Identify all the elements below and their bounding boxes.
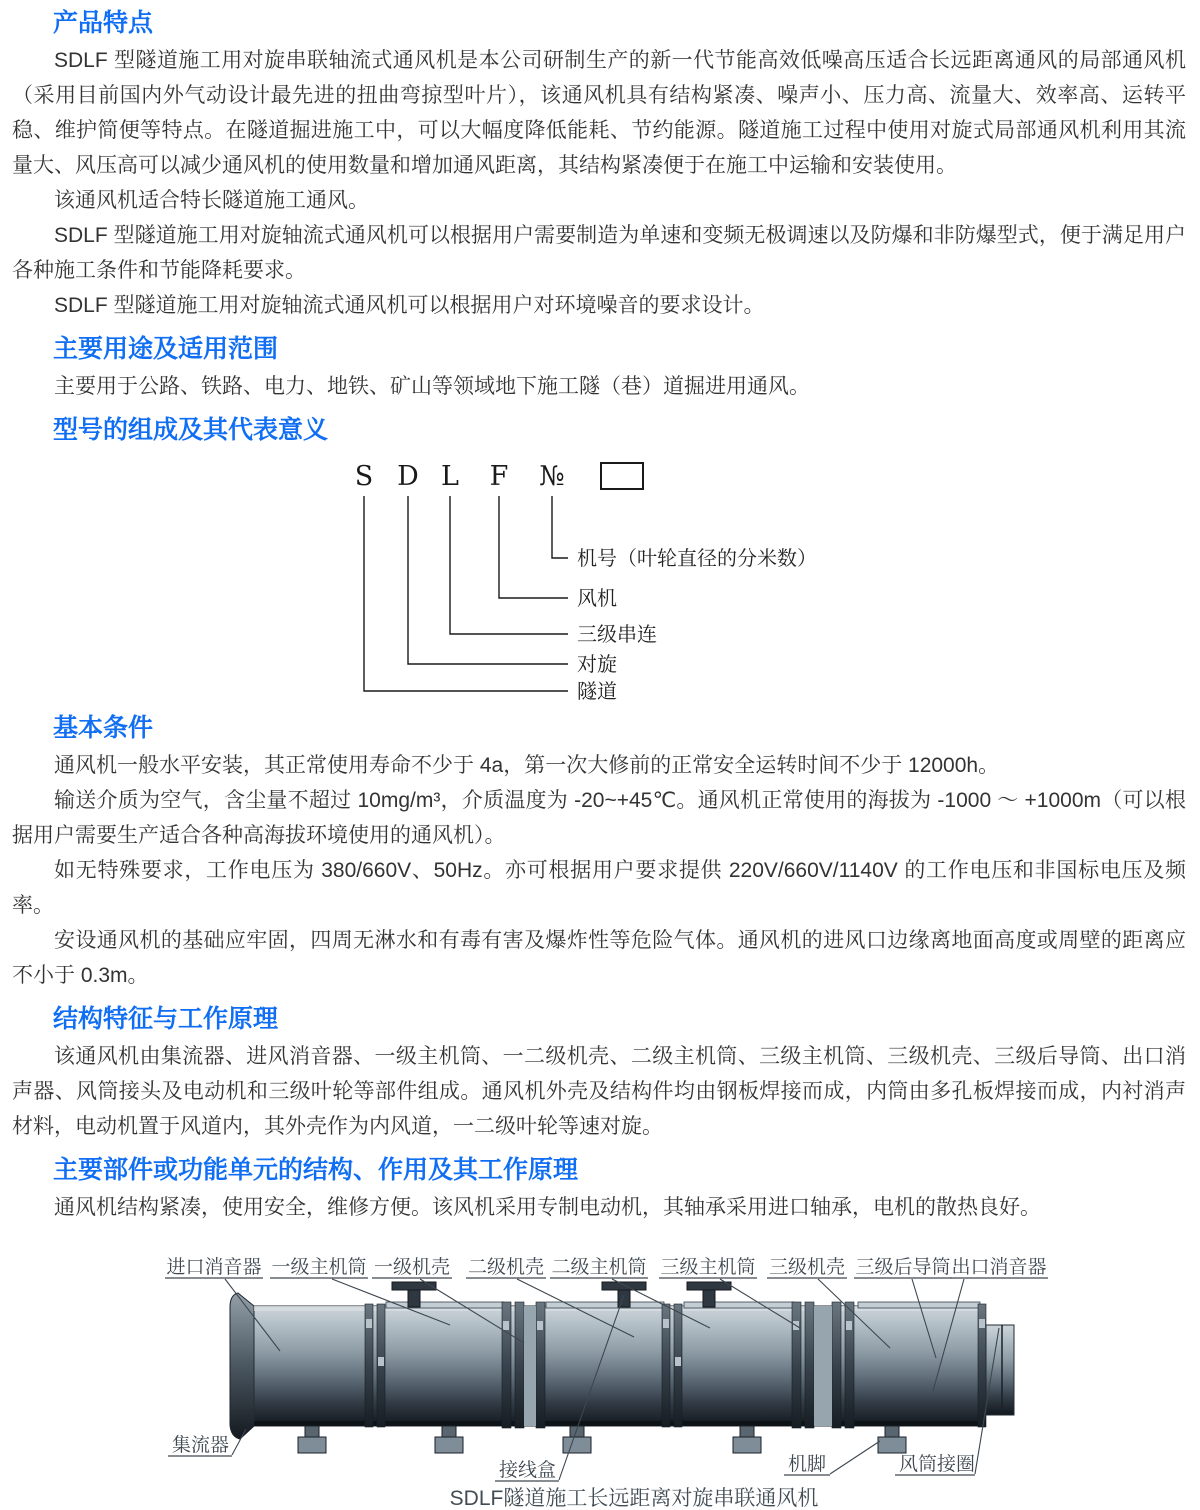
mounting-feet xyxy=(298,1426,906,1453)
model-size-box xyxy=(601,463,643,489)
label-stage1-casing: 一级机壳 xyxy=(373,1257,451,1278)
label-junction-box: 接线盒 xyxy=(499,1460,557,1481)
fan-body xyxy=(254,1306,980,1426)
section-title-parts: 主要部件或功能单元的结构、作用及其工作原理 xyxy=(53,1156,579,1184)
diagram-caption: SDLF隧道施工长远距离对旋串联通风机 xyxy=(449,1487,819,1510)
paragraph-structure-1: 该通风机由集流器、进风消音器、一级主机筒、一二级机壳、二级主机筒、三级主机筒、三级机壳、三级后导筒、出口消声器、风筒接头及电动机和三级叶轮等部件组成。通风机外壳及结构件均由钢板焊接而成，内筒由多孔板焊接而成，内衬消声材料，电动机置于风道内，其外壳作为内风道，一二级叶轮等速对旋。 xyxy=(12,1045,1186,1138)
paragraph-basics-3: 如无特殊要求，工作电压为 380/660V、50Hz。亦可根据用户要求提供 220V/660V/1140V 的工作电压和非国标电压及频率。 xyxy=(12,859,1186,917)
diagram-bottom-underlines xyxy=(168,1456,975,1481)
label-duct-collar: 风筒接圈 xyxy=(899,1454,976,1475)
model-label-three-stage: 三级串连 xyxy=(577,624,657,646)
label-inlet-silencer: 进口消音器 xyxy=(166,1257,262,1278)
fan-assembly-diagram xyxy=(12,1233,1200,1510)
paragraph-features-3: SDLF 型隧道施工用对旋轴流式通风机可以根据用户需要制造为单速和变频无极调速以及防爆和非防爆型式，便于满足用户各种施工条件和节能降耗要求。 xyxy=(12,224,1186,282)
model-label-counter-rotating: 对旋 xyxy=(577,654,617,676)
diagram-top-labels xyxy=(166,1256,1046,1278)
paragraph-basics-1: 通风机一般水平安装，其正常使用寿命不少于 4a，第一次大修前的正常安全运转时间不少于 12000h。 xyxy=(54,754,1000,777)
outlet-ring xyxy=(986,1325,1014,1415)
section-title-usage: 主要用途及适用范围 xyxy=(53,335,279,363)
label-stage2-main-barrel: 二级主机筒 xyxy=(551,1257,647,1278)
paragraph-features-4: SDLF 型隧道施工用对旋轴流式通风机可以根据用户对环境噪音的要求设计。 xyxy=(54,294,765,317)
model-letter-f: F xyxy=(489,461,509,492)
section-title-features: 产品特点 xyxy=(53,9,154,37)
label-collector: 集流器 xyxy=(172,1435,230,1456)
model-leader-lines xyxy=(364,496,568,691)
model-letter-d: D xyxy=(397,461,419,492)
paragraph-basics-4: 安设通风机的基础应牢固，四周无淋水和有毒有害及爆炸性等危险气体。通风机的进风口边缘离地面高度或周壁的距离应不小于 0.3m。 xyxy=(12,929,1186,987)
label-stage3-casing: 三级机壳 xyxy=(768,1257,846,1278)
body-bottom-shadow xyxy=(254,1421,980,1426)
model-code-diagram xyxy=(12,450,1200,702)
bell-mouth-shape xyxy=(230,1293,254,1439)
model-label-tunnel: 隧道 xyxy=(577,681,617,702)
model-label-fan: 风机 xyxy=(577,588,617,610)
model-letter-no: № xyxy=(539,461,565,492)
paragraph-features-1: SDLF 型隧道施工用对旋串联轴流式通风机是本公司研制生产的新一代节能高效低噪高压适合长远距离通风的局部通风机（采用目前国内外气动设计最先进的扭曲弯掠型叶片），该通风机具有结构紧凑、噪声小、压力高、流量大、效率高、运转平稳、维护简便等特点。在隧道掘进施工中，可以大幅度降低能耗、节约能源。隧道施工过程中使用对旋式局部通风机利用其流量大、风压高可以减少通风机的使用数量和增加通风距离，其结构紧凑便于在施工中运输和安装使用。 xyxy=(12,49,1186,177)
paragraph-basics-2: 输送介质为空气，含尘量不超过 10mg/m³，介质温度为 -20~+45℃。通风机正常使用的海拔为 -1000 ～ +1000m（可以根据用户需要生产适合各种高海拔环境使用的通风机）。 xyxy=(12,789,1186,847)
model-label-size: 机号（叶轮直径的分米数） xyxy=(577,548,817,570)
paragraph-parts-1: 通风机结构紧凑，使用安全，维修方便。该风机采用专制电动机，其轴承采用进口轴承，电机的散热良好。 xyxy=(54,1196,1041,1219)
paragraph-usage-1: 主要用于公路、铁路、电力、地铁、矿山等领域地下施工隧（巷）道掘进用通风。 xyxy=(54,375,810,398)
label-outlet-silencer: 出口消音器 xyxy=(951,1257,1047,1278)
label-stage2-casing: 二级机壳 xyxy=(467,1257,545,1278)
label-machine-foot: 机脚 xyxy=(788,1454,827,1475)
section-title-model: 型号的组成及其代表意义 xyxy=(53,416,329,444)
label-stage1-main-barrel: 一级主机筒 xyxy=(271,1257,367,1278)
model-letter-l: L xyxy=(441,461,459,492)
section-title-basics: 基本条件 xyxy=(53,714,154,742)
label-stage3-rear-guide: 三级后导筒 xyxy=(855,1257,951,1278)
label-stage3-main-barrel: 三级主机筒 xyxy=(660,1257,756,1278)
model-letter-s: S xyxy=(354,461,374,492)
section-title-structure: 结构特征与工作原理 xyxy=(53,1005,279,1033)
paragraph-features-2: 该通风机适合特长隧道施工通风。 xyxy=(54,189,369,212)
